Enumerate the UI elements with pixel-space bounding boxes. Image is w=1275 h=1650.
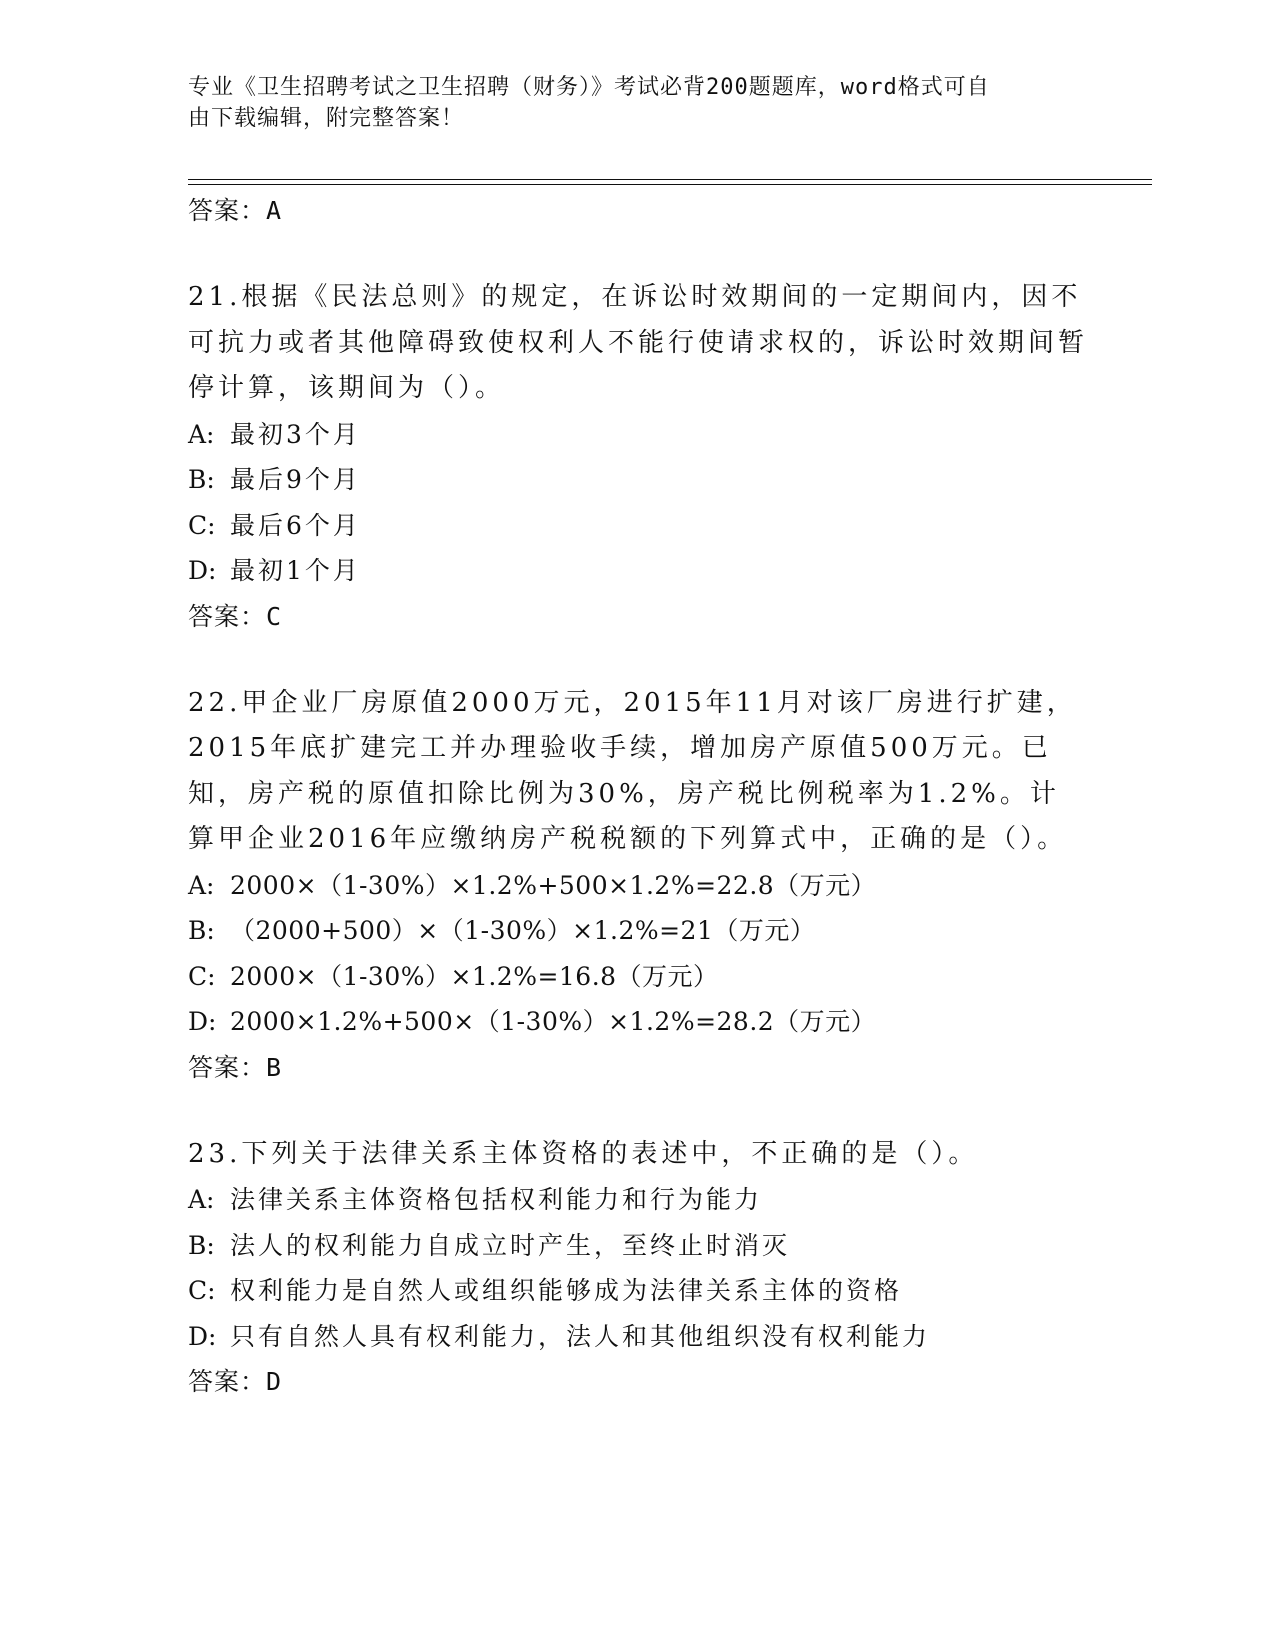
header-divider-top <box>188 179 1152 180</box>
option-letter: D: <box>188 1007 217 1036</box>
question-list <box>188 188 1088 1404</box>
option-d <box>188 999 1088 1045</box>
option-letter: B: <box>188 1230 215 1260</box>
option-text: 只有自然人具有权利能力，法人和其他组织没有权利能力 <box>230 1321 931 1351</box>
option-c <box>188 954 1088 1000</box>
option-letter: B: <box>188 465 215 494</box>
option-c <box>188 503 1088 549</box>
option-text: 法律关系主体资格包括权利能力和行为能力 <box>230 1185 763 1214</box>
option-b <box>188 457 1088 503</box>
option-a <box>188 1177 1088 1223</box>
header-line-2: 由下载编辑，附完整答案！ <box>188 106 465 131</box>
previous-answer: 答案：A <box>188 196 283 225</box>
question-stem: 23.下列关于法律关系主体资格的表述中，不正确的是（）。 <box>188 1138 979 1169</box>
header-divider-bottom <box>188 184 1152 185</box>
question-22 <box>188 681 1088 1090</box>
option-b <box>188 1223 1088 1269</box>
option-text: 权利能力是自然人或组织能够成为法律关系主体的资格 <box>230 1276 903 1305</box>
option-text: 法人的权利能力自成立时产生，至终止时消灭 <box>230 1230 791 1260</box>
option-text: 2000×1.2%+500×（1-30%）×1.2%=28.2（万元） <box>230 1007 877 1036</box>
option-a <box>188 412 1088 458</box>
option-a <box>188 863 1088 909</box>
option-letter: A: <box>188 1185 215 1214</box>
header-line-1: 专业《卫生招聘考试之卫生招聘（财务）》考试必背200题题库，word格式可自 <box>188 75 990 100</box>
option-letter: C: <box>188 1276 216 1305</box>
question-stem: 21.根据《民法总则》的规定，在诉讼时效期间的一定期间内，因不可抗力或者其他障碍致使权利人不能行使请求权的，诉讼时效期间暂停计算，该期间为（）。 <box>188 282 1089 403</box>
option-d <box>188 1314 1088 1360</box>
question-stem: 22.甲企业厂房原值2000万元，2015年11月对该厂房进行扩建，2015年底扩建完工并办理验收手续，增加房产原值500万元。已知，房产税的原值扣除比例为30%，房产税比例税率为1.2%。计算甲企业2016年应缴纳房产税税额的下列算式中，正确的是（）。 <box>188 687 1077 854</box>
question-23 <box>188 1132 1088 1405</box>
option-text: 最后6个月 <box>230 510 361 540</box>
option-text: 最后9个月 <box>230 465 361 494</box>
option-letter: D: <box>188 1321 217 1351</box>
option-text: 2000×（1-30%）×1.2%=16.8（万元） <box>230 961 719 991</box>
answer-21: 答案：C <box>188 601 283 631</box>
option-letter: A: <box>188 419 215 449</box>
option-d <box>188 548 1088 594</box>
option-letter: C: <box>188 961 216 991</box>
answer-23: 答案：D <box>188 1367 283 1396</box>
option-letter: B: <box>188 916 215 945</box>
document-header <box>188 72 1078 134</box>
option-c <box>188 1268 1088 1314</box>
option-text: 最初3个月 <box>230 419 361 449</box>
option-b <box>188 908 1088 954</box>
option-text: 最初1个月 <box>230 556 361 585</box>
answer-22: 答案：B <box>188 1052 283 1082</box>
option-text: 2000×（1-30%）×1.2%+500×1.2%=22.8（万元） <box>230 870 877 900</box>
option-letter: A: <box>188 870 215 900</box>
question-21 <box>188 275 1088 639</box>
option-text: （2000+500）×（1-30%）×1.2%=21（万元） <box>230 916 816 945</box>
option-letter: D: <box>188 556 217 585</box>
option-letter: C: <box>188 510 216 540</box>
